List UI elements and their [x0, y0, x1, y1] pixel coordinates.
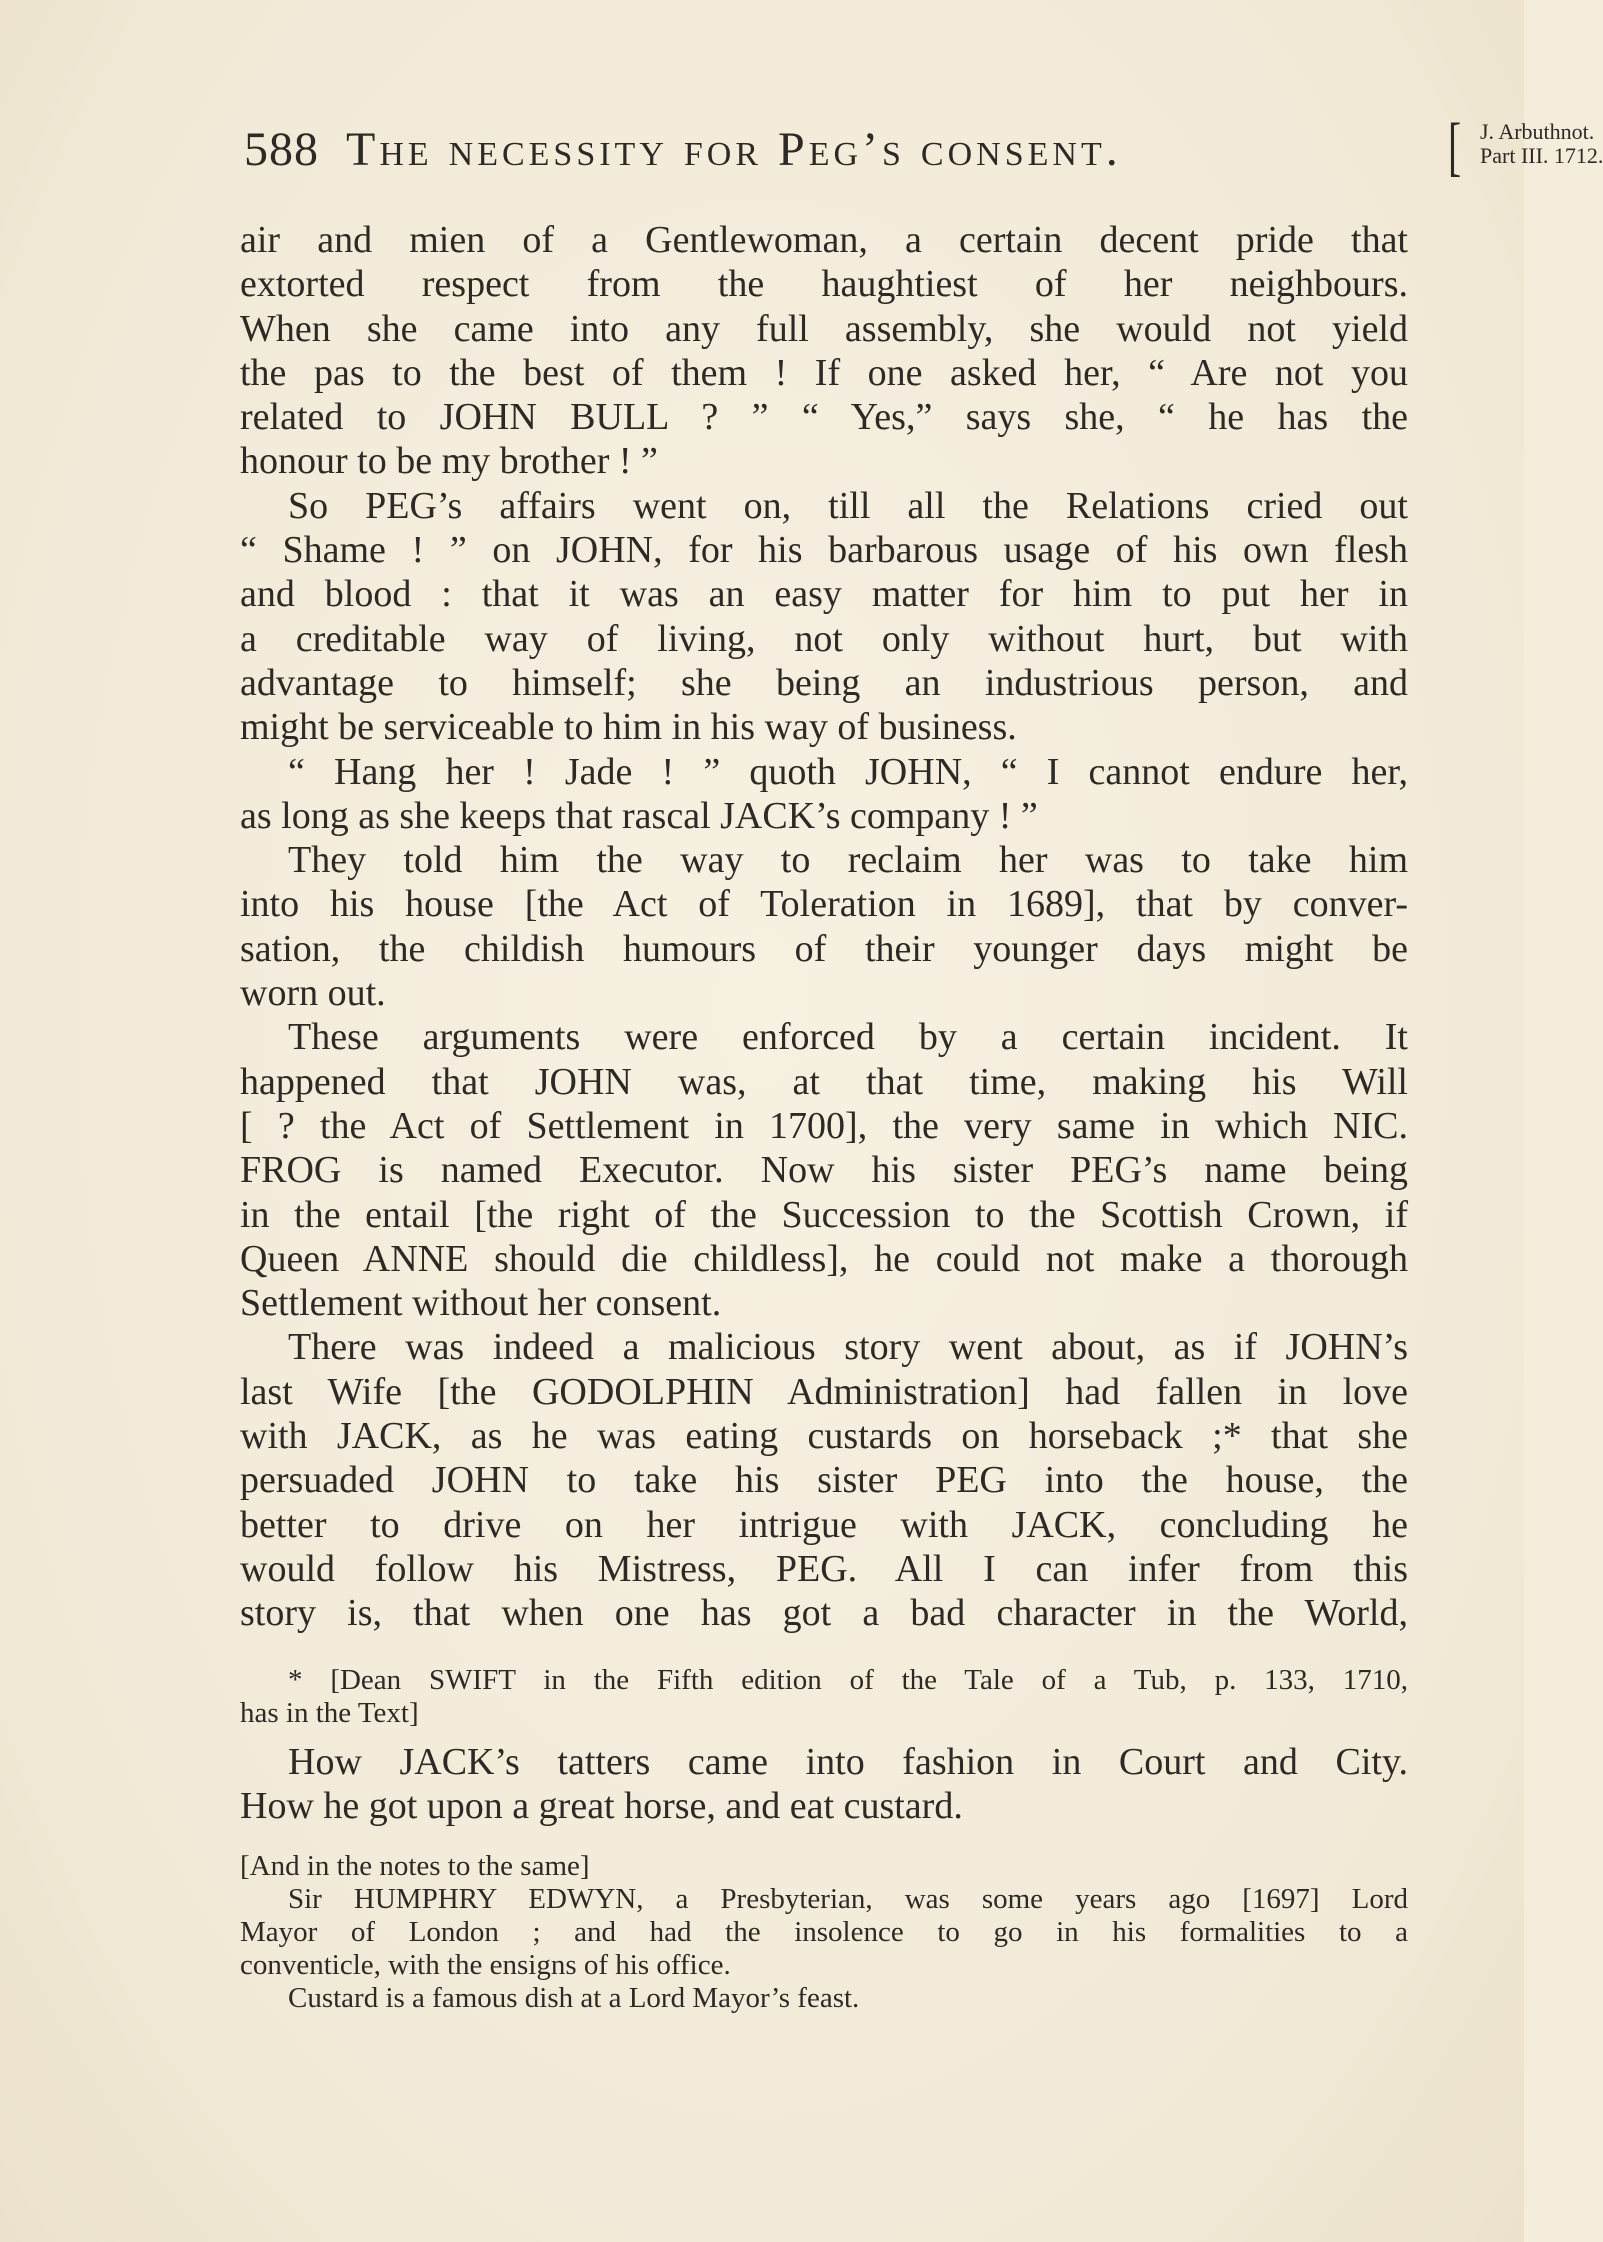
text-line: honour to be my brother ! ” [240, 440, 658, 483]
footnotes [240, 1664, 1408, 2015]
text-line: They told him the way to reclaim her was to take him [288, 839, 1408, 882]
footnote-line: Custard is a famous dish at a Lord Mayor’s feast. [288, 1982, 860, 2014]
footnote-line: * [Dean SWIFT in the Fifth edition of the Tale of a Tub, p. 133, 1710, [288, 1664, 1408, 1696]
text-line: into his house [the Act of Toleration in 1689], that by conver- [240, 883, 1408, 926]
spacer [240, 1828, 1408, 1850]
text-line: in the entail [the right of the Succession to the Scottish Crown, if [240, 1193, 1408, 1236]
header-bracket: [ [1448, 110, 1462, 183]
running-title: The necessity for Peg’s consent. [346, 123, 1122, 176]
part-date: Part III. 1712. [1480, 143, 1603, 168]
page-number: 588 [244, 123, 319, 176]
text-line: better to drive on her intrigue with JACK, concluding he [240, 1503, 1408, 1546]
footnote-line: conventicle, with the ensigns of his office. [240, 1949, 731, 1981]
text-line: air and mien of a Gentlewoman, a certain decent pride that [240, 219, 1408, 261]
text-line: and blood : that it was an easy matter for him to put her in [240, 573, 1408, 616]
text-line: might be serviceable to him in his way of business. [240, 706, 1017, 749]
text-line: with JACK, as he was eating custards on horseback ;* that she [240, 1415, 1408, 1458]
text-line: happened that JOHN was, at that time, making his Will [240, 1060, 1408, 1103]
text-line: sation, the childish humours of their younger days might be [240, 927, 1408, 970]
footnote-line: Sir HUMPHRY EDWYN, a Presbyterian, was some years ago [1697] Lord [288, 1883, 1408, 1915]
text-line: There was indeed a malicious story went about, as if JOHN’s [288, 1326, 1408, 1369]
footnote-line: has in the Text] [240, 1697, 419, 1729]
text-line: extorted respect from the haughtiest of her neighbours. [240, 263, 1408, 306]
text-line: Settlement without her consent. [240, 1282, 722, 1325]
text-line: “ Hang her ! Jade ! ” quoth JOHN, “ I cannot endure her, [288, 750, 1408, 793]
text-line: When she came into any full assembly, she would not yield [240, 307, 1408, 350]
text-line: the pas to the best of them ! If one asked her, “ Are not you [240, 351, 1408, 394]
text-line: related to JOHN BULL ? ” “ Yes,” says she, “ he has the [240, 396, 1408, 439]
text-line: Queen ANNE should die childless], he could not make a thorough [240, 1237, 1408, 1280]
text-line: advantage to himself; she being an industrious person, and [240, 661, 1408, 704]
text-line: would follow his Mistress, PEG. All I can infer from this [240, 1547, 1408, 1590]
text-line: [ ? the Act of Settlement in 1700], the very same in which NIC. [240, 1104, 1408, 1147]
spacer [240, 1730, 1408, 1740]
text-line: persuaded JOHN to take his sister PEG into the house, the [240, 1459, 1408, 1502]
text-line: “ Shame ! ” on JOHN, for his barbarous usage of his own flesh [240, 529, 1408, 572]
main-text [240, 218, 1408, 1636]
footnote-quote-line: How JACK’s tatters came into fashion in Court and City. [288, 1741, 1408, 1783]
text-line: FROG is named Executor. Now his sister PEG’s name being [240, 1149, 1408, 1192]
text-line: worn out. [240, 972, 386, 1015]
text-line: So PEG’s affairs went on, till all the Relations cried out [288, 484, 1408, 527]
text-line: a creditable way of living, not only without hurt, but with [240, 617, 1408, 660]
page-header [244, 108, 1603, 188]
text-line: last Wife [the GODOLPHIN Administration] had fallen in love [240, 1370, 1408, 1413]
text-line: These arguments were enforced by a certain incident. It [288, 1016, 1408, 1059]
footnote-quote-line: How he got upon a great horse, and eat custard. [240, 1785, 963, 1827]
footnote-line: Mayor of London ; and had the insolence to go in his formalities to a [240, 1916, 1408, 1948]
footnote-line: [And in the notes to the same] [240, 1850, 590, 1882]
text-line: as long as she keeps that rascal JACK’s company ! ” [240, 794, 1038, 837]
text-line: story is, that when one has got a bad character in the World, [240, 1592, 1408, 1635]
author-reference [1480, 120, 1603, 168]
author-name: J. Arbuthnot. [1480, 119, 1595, 144]
